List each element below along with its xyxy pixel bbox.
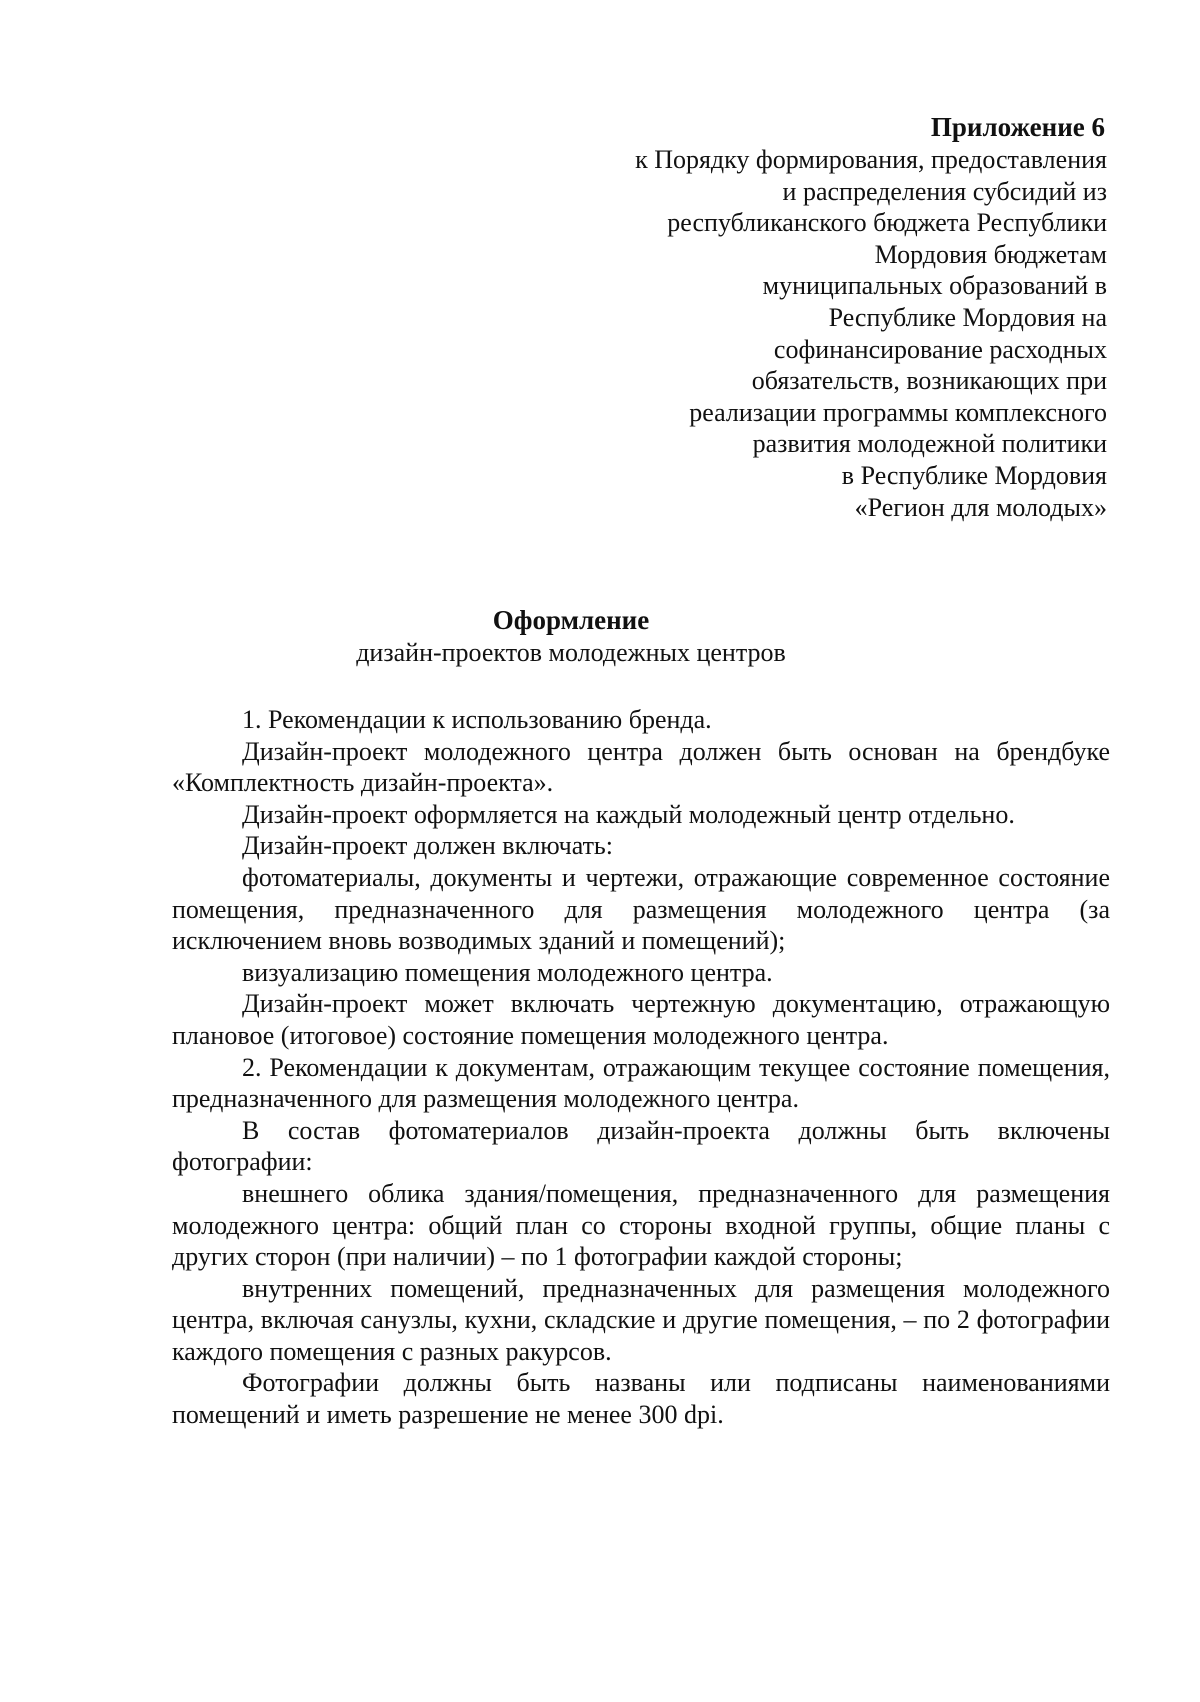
document-title: Оформление <box>492 605 650 635</box>
paragraph: Дизайн-проект оформляется на каждый молодежный центр отдельно. <box>242 799 1015 829</box>
paragraph: Дизайн-проект должен включать: <box>242 831 614 861</box>
paragraph: Дизайн-проект молодежного центра должен быть основан на брендбуке «Комплектность дизайн-проекта». <box>172 736 1110 798</box>
appendix-line: в Республике Мордовия <box>841 460 1107 490</box>
appendix-title: Приложение 6 <box>930 112 1105 142</box>
section-heading: 2. Рекомендации к документам, отражающим текущее состояние помещения, предназначенного для размещения молодежного центра. <box>172 1052 1110 1114</box>
appendix-line: обязательств, возникающих при <box>751 366 1107 396</box>
list-item: внутренних помещений, предназначенных для размещения молодежного центра, включая санузлы, кухни, складские и другие помещения, – по 2 фотографии каждого помещения с разных ракурсов. <box>172 1273 1110 1366</box>
appendix-line: муниципальных образований в <box>762 271 1107 301</box>
appendix-line: республиканского бюджета Республики <box>667 208 1107 238</box>
list-item: внешнего облика здания/помещения, предназначенного для размещения молодежного центра: общий план со стороны входной группы, общие планы с других сторон (при наличии) – по 1 фотографии каждой стороны; <box>172 1178 1110 1272</box>
list-item: визуализацию помещения молодежного центра. <box>242 957 773 987</box>
appendix-line: развития молодежной политики <box>752 429 1107 459</box>
list-item: фотоматериалы, документы и чертежи, отражающие современное состояние помещения, предназначенного для размещения молодежного центра (за исключением вновь возводимых зданий и помещений); <box>172 862 1110 956</box>
appendix-line: Республике Мордовия на <box>828 302 1107 332</box>
appendix-line: к Порядку формирования, предоставления <box>635 145 1107 174</box>
appendix-line: и распределения субсидий из <box>782 176 1107 206</box>
document-heading <box>0 603 1200 669</box>
appendix-line: Мордовия бюджетам <box>874 239 1107 269</box>
document-body <box>172 704 1110 1431</box>
section-heading: 1. Рекомендации к использованию бренда. <box>242 705 712 734</box>
appendix-line: «Регион для молодых» <box>854 492 1107 522</box>
appendix-block <box>547 110 1107 523</box>
document-subtitle: дизайн-проектов молодежных центров <box>356 638 786 667</box>
paragraph: Фотографии должны быть названы или подписаны наименованиями помещений и иметь разрешение не менее 300 dpi. <box>172 1368 1110 1430</box>
paragraph: Дизайн-проект может включать чертежную документацию, отражающую плановое (итоговое) состояние помещения молодежного центра. <box>172 989 1110 1050</box>
appendix-line: софинансирование расходных <box>773 334 1107 364</box>
paragraph: В состав фотоматериалов дизайн-проекта должны быть включены фотографии: <box>172 1115 1110 1177</box>
appendix-line: реализации программы комплексного <box>689 397 1107 427</box>
